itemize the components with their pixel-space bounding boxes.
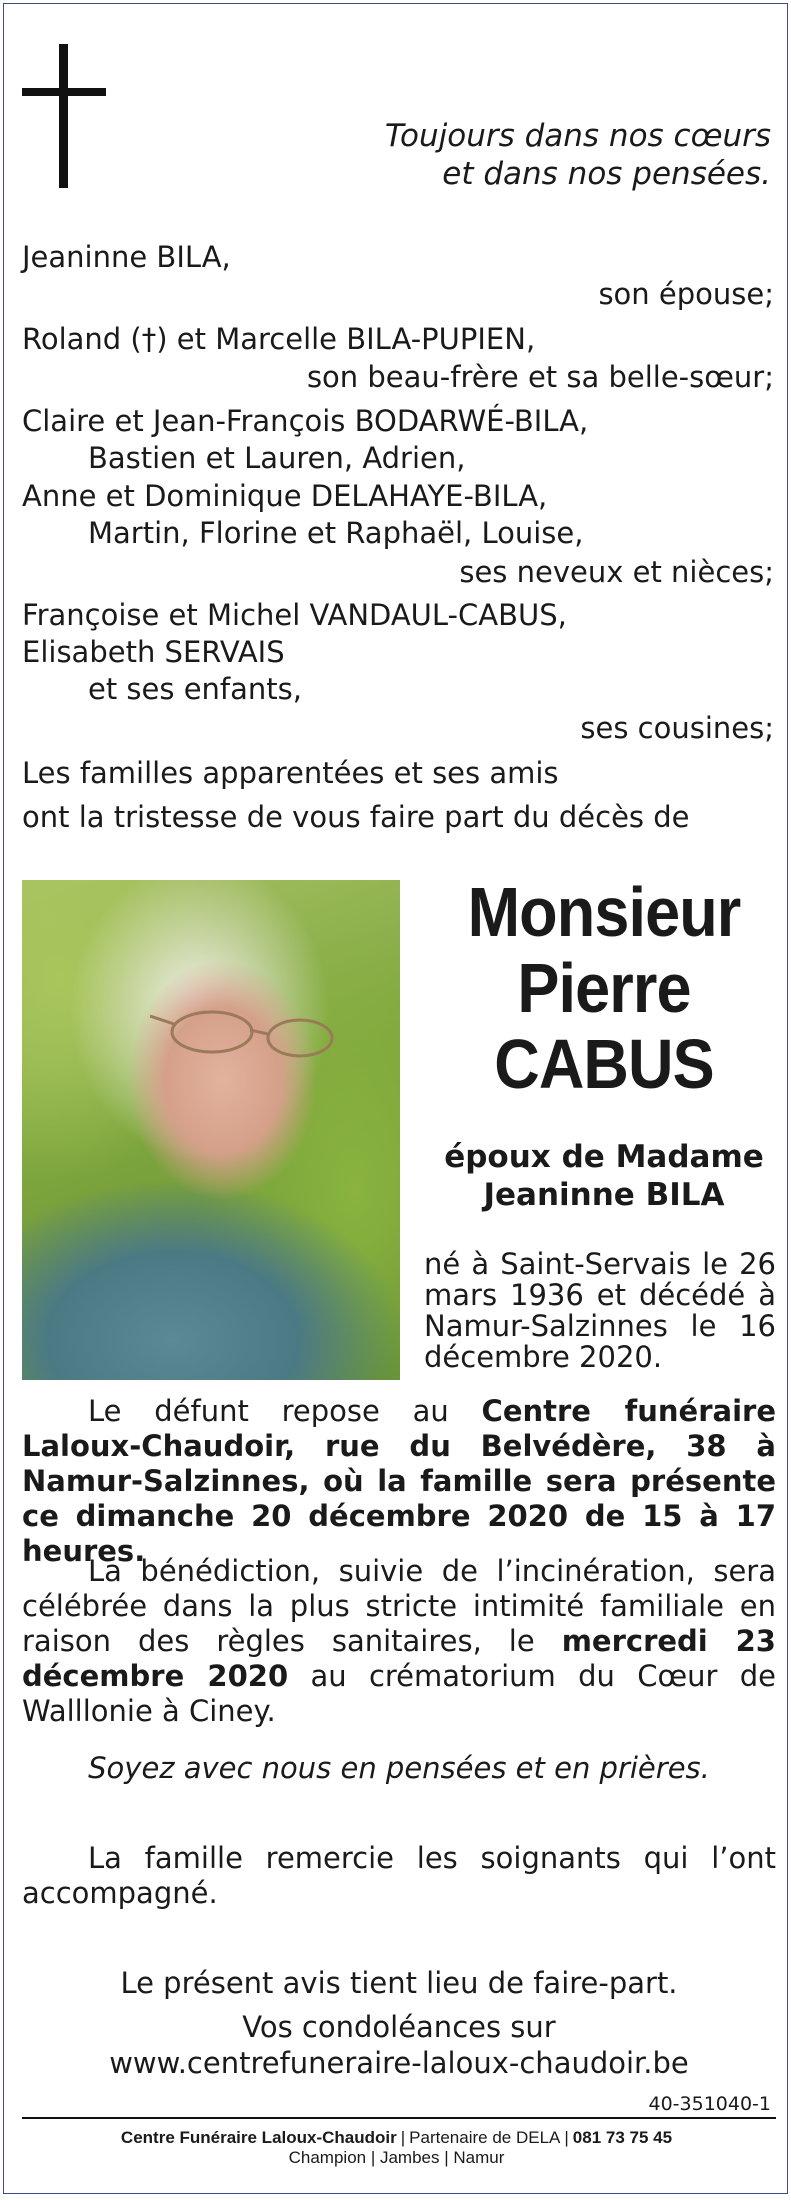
family-line: Martin, Florine et Raphaël, Louise,	[88, 516, 584, 550]
condolences-label: Vos condoléances sur	[242, 2010, 556, 2044]
divider	[22, 2117, 776, 2119]
motto-line: Toujours dans nos cœurs	[384, 118, 771, 154]
glasses-shape	[150, 1008, 350, 1062]
family-line: Françoise et Michel VANDAUL-CABUS,	[22, 598, 567, 632]
deceased-name	[424, 874, 784, 1102]
locations: Champion | Jambes | Namur	[288, 2148, 505, 2167]
spouse-info	[424, 1138, 784, 1214]
thanks-paragraph: La famille remercie les soignants qui l’ont accompagné.	[22, 1841, 776, 1910]
family-line: Roland (†) et Marcelle BILA-PUPIEN,	[22, 322, 536, 356]
company-name: Centre Funéraire Laloux-Chaudoir	[120, 2128, 397, 2147]
family-line: ont la tristesse de vous faire part du décès de	[22, 800, 690, 834]
family-line: Jeaninne BILA,	[22, 240, 231, 274]
spouse-line: Jeaninne BILA	[483, 1177, 725, 1213]
obituary-notice	[3, 3, 788, 2194]
family-relation: son beau-frère et sa belle-sœur;	[306, 360, 774, 394]
family-line: Claire et Jean-François BODARWÉ-BILA,	[22, 404, 589, 438]
phone-number: 081 73 75 45	[572, 2128, 673, 2147]
family-relation: ses neveux et nièces;	[459, 555, 774, 589]
birth-death-dates: né à Saint-Servais le 26 mars 1936 et décédé à Namur-Salzinnes le 16 décembre 2020.	[424, 1247, 776, 1374]
family-line: Les familles apparentées et ses amis	[22, 756, 559, 790]
spouse-line: époux de Madame	[444, 1139, 764, 1175]
family-relation: ses cousines;	[580, 711, 774, 745]
ceremony-paragraph: La bénédiction, suivie de l’incinération, sera célébrée dans la plus stricte intimité familiale en raison des règles sanitaires, le mercredi 23 décembre 2020 au crématorium du Cœur de Walllonie à Ciney.	[22, 1554, 777, 1728]
family-line: et ses enfants,	[88, 672, 302, 706]
family-line: Anne et Dominique DELAHAYE-BILA,	[22, 479, 548, 513]
reference-number: 40-351040-1	[648, 2093, 771, 2115]
name-last: CABUS	[494, 1025, 714, 1103]
name-title: Monsieur	[467, 873, 741, 951]
notice-line: Le présent avis tient lieu de faire-part.	[120, 1966, 678, 2000]
motto-line: et dans nos pensées.	[442, 156, 771, 192]
motto	[385, 117, 771, 193]
family-line: Elisabeth SERVAIS	[22, 635, 285, 669]
family-relation: son épouse;	[598, 277, 774, 311]
name-first: Pierre	[517, 949, 691, 1027]
website-link[interactable]: www.centrefuneraire-laloux-chaudoir.be	[109, 2046, 689, 2080]
family-line: Bastien et Lauren, Adrien,	[88, 441, 466, 475]
cross-icon	[22, 44, 106, 188]
rest-paragraph: Le défunt repose au Centre funéraire Laloux-Chaudoir, rue du Belvédère, 38 à Namur-Salzinnes, où la famille sera présente ce dimanche 20 décembre 2020 de 15 à 17 heures.	[22, 1394, 776, 1568]
portrait-photo	[22, 880, 400, 1380]
partner-text: Partenaire de DELA	[409, 2128, 561, 2147]
prayer-line: Soyez avec nous en pensées et en prières.	[88, 1751, 710, 1785]
footer: Centre Funéraire Laloux-Chaudoir | Partenaire de DELA | 081 73 75 45 Champion | Jambes | Namur	[4, 2128, 788, 2168]
